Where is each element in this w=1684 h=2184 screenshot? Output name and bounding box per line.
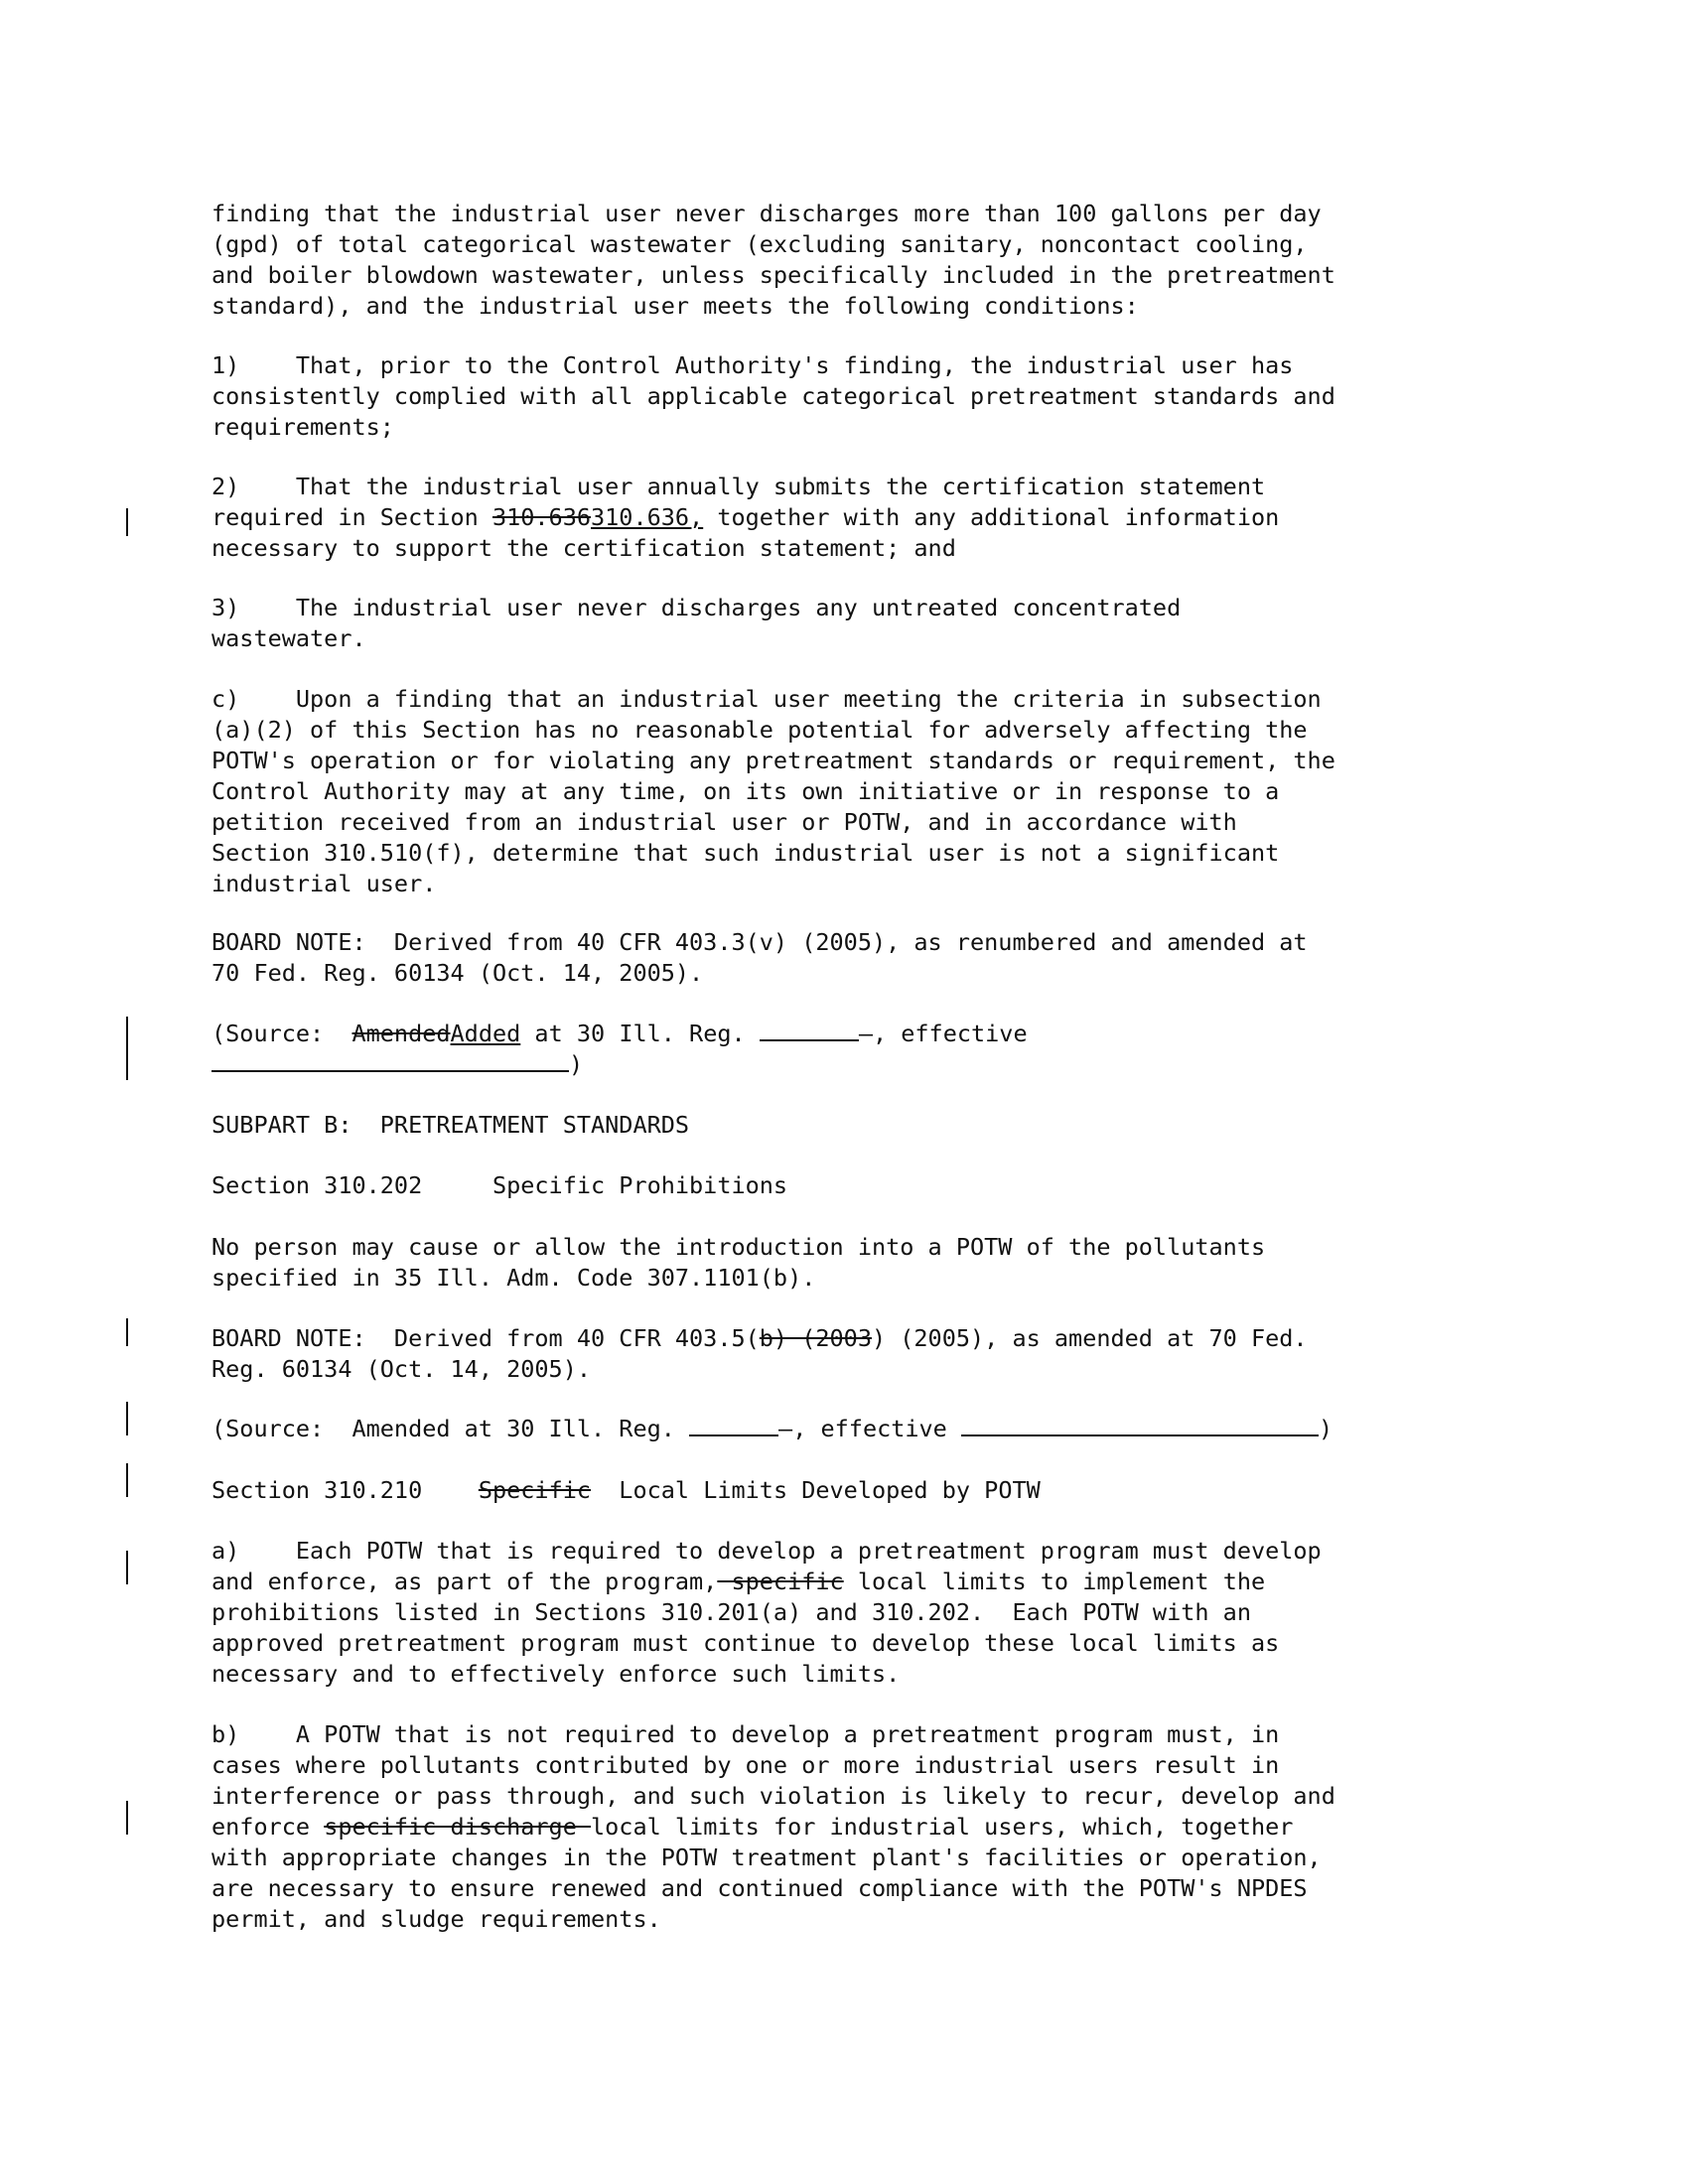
text-line: 1) That, prior to the Control Authority's finding, the industrial user has	[211, 351, 1294, 379]
revision-bar	[126, 1551, 128, 1584]
text-line: No person may cause or allow the introduction into a POTW of the pollutants	[211, 1233, 1266, 1261]
condition-1	[211, 350, 1542, 443]
text-line: approved pretreatment program must continue to develop these local limits as	[211, 1629, 1280, 1657]
text-run: enforce	[211, 1813, 325, 1841]
dash-mark: —	[778, 1415, 793, 1442]
section-heading-310-210	[211, 1475, 1542, 1506]
text-run: BOARD NOTE: Derived from 40 CFR 403.5(	[211, 1324, 760, 1352]
text-line: a) Each POTW that is required to develop a pretreatment program must develop	[211, 1537, 1322, 1565]
text-line: (gpd) of total categorical wastewater (excluding sanitary, noncontact cooling,	[211, 230, 1308, 258]
revision-bar	[126, 1801, 128, 1835]
text-line: Section 310.202 Specific Prohibitions	[211, 1171, 788, 1199]
deleted-text: specific	[717, 1568, 844, 1595]
revision-bar	[126, 1318, 128, 1346]
blank-line	[760, 1039, 859, 1041]
text-line	[211, 1049, 1542, 1080]
board-note-1	[211, 927, 1542, 989]
text-run: Local Limits Developed by POTW	[591, 1476, 1041, 1504]
text-line: b) A POTW that is not required to develop a pretreatment program must, in	[211, 1720, 1280, 1748]
text-run: Section 310.210	[211, 1476, 479, 1504]
deleted-text: 310.636	[491, 503, 592, 531]
text-line: 3) The industrial user never discharges any untreated concentrated	[211, 594, 1182, 621]
text-line	[211, 502, 1542, 533]
text-line: industrial user.	[211, 870, 437, 897]
text-line: 70 Fed. Reg. 60134 (Oct. 14, 2005).	[211, 959, 704, 987]
text-line: 2) That the industrial user annually submits the certification statement	[211, 473, 1266, 500]
text-line: permit, and sludge requirements.	[211, 1905, 661, 1933]
text-run: )	[569, 1050, 584, 1078]
text-run: , effective	[792, 1415, 961, 1442]
deleted-text: Specific	[478, 1476, 592, 1504]
deleted-text: Amended	[351, 1020, 451, 1047]
revision-bar	[126, 1463, 128, 1497]
subsection-b	[211, 1719, 1542, 1935]
text-line: and boiler blowdown wastewater, unless specifically included in the pretreatment	[211, 261, 1335, 289]
paragraph-finding	[211, 199, 1542, 322]
deleted-text: b) (2003	[759, 1324, 872, 1352]
deleted-text: specific discharge	[324, 1813, 592, 1841]
text-line: Reg. 60134 (Oct. 14, 2005).	[211, 1355, 592, 1383]
text-run: local limits to implement the	[843, 1568, 1266, 1595]
text-line: Control Authority may at any time, on its own initiative or in response to a	[211, 777, 1280, 805]
text-run: (Source: Amended at 30 Ill. Reg.	[211, 1415, 690, 1442]
text-line: prohibitions listed in Sections 310.201(a) and 310.202. Each POTW with an	[211, 1598, 1251, 1626]
text-line: necessary and to effectively enforce such limits.	[211, 1660, 901, 1688]
text-line: consistently complied with all applicable categorical pretreatment standards and	[211, 382, 1335, 410]
text-line: BOARD NOTE: Derived from 40 CFR 403.3(v) (2005), as renumbered and amended at	[211, 928, 1308, 956]
text-run: required in Section	[211, 503, 492, 531]
text-run: , effective	[872, 1020, 1028, 1047]
text-line	[211, 1323, 1542, 1354]
text-line	[211, 1414, 1542, 1444]
text-line: interference or pass through, and such violation is likely to recur, develop and	[211, 1782, 1335, 1810]
revision-bar	[126, 1017, 128, 1080]
board-note-2	[211, 1323, 1542, 1385]
text-run: ) (2005), as amended at 70 Fed.	[871, 1324, 1308, 1352]
source-note-1	[211, 1019, 1542, 1080]
text-run: at 30 Ill. Reg.	[520, 1020, 760, 1047]
text-line: necessary to support the certification statement; and	[211, 534, 956, 562]
condition-2	[211, 472, 1542, 564]
text-line: wastewater.	[211, 624, 366, 652]
text-line: SUBPART B: PRETREATMENT STANDARDS	[211, 1111, 690, 1139]
blank-line	[211, 1070, 569, 1072]
text-line	[211, 1019, 1542, 1049]
text-run: )	[1318, 1415, 1333, 1442]
text-line: specified in 35 Ill. Adm. Code 307.1101(b).	[211, 1264, 816, 1292]
text-line: with appropriate changes in the POTW treatment plant's facilities or operation,	[211, 1843, 1322, 1871]
text-line: cases where pollutants contributed by one or more industrial users result in	[211, 1751, 1280, 1779]
text-line: standard), and the industrial user meets the following conditions:	[211, 292, 1139, 320]
text-line: Section 310.510(f), determine that such industrial user is not a significant	[211, 839, 1280, 867]
dash-mark: —	[858, 1020, 873, 1047]
subpart-heading	[211, 1110, 1542, 1141]
text-run: local limits for industrial users, which, together	[591, 1813, 1294, 1841]
text-line: POTW's operation or for violating any pretreatment standards or requirement, the	[211, 747, 1335, 774]
inserted-text: Added	[450, 1020, 521, 1047]
text-line	[211, 1812, 1542, 1843]
subsection-a	[211, 1536, 1542, 1690]
text-line: c) Upon a finding that an industrial user meeting the criteria in subsection	[211, 685, 1322, 713]
text-line: requirements;	[211, 413, 394, 441]
text-line	[211, 1567, 1542, 1597]
text-run: and enforce, as part of the program,	[211, 1568, 718, 1595]
text-line: petition received from an industrial user or POTW, and in accordance with	[211, 808, 1237, 836]
inserted-text: 310.636,	[591, 503, 704, 531]
text-run: together with any additional information	[703, 503, 1280, 531]
condition-3	[211, 593, 1542, 654]
text-line	[211, 1475, 1542, 1506]
revision-bar	[126, 1402, 128, 1435]
blank-line	[689, 1434, 778, 1436]
section-310-202-body	[211, 1232, 1542, 1294]
text-line: are necessary to ensure renewed and continued compliance with the POTW's NPDES	[211, 1874, 1308, 1902]
text-run: (Source:	[211, 1020, 352, 1047]
source-note-2	[211, 1414, 1542, 1444]
subsection-c	[211, 684, 1542, 899]
section-heading-310-202	[211, 1170, 1542, 1201]
text-line: finding that the industrial user never discharges more than 100 gallons per day	[211, 200, 1322, 227]
blank-line	[961, 1434, 1319, 1436]
text-line: (a)(2) of this Section has no reasonable potential for adversely affecting the	[211, 716, 1308, 744]
revision-bar	[126, 508, 128, 536]
